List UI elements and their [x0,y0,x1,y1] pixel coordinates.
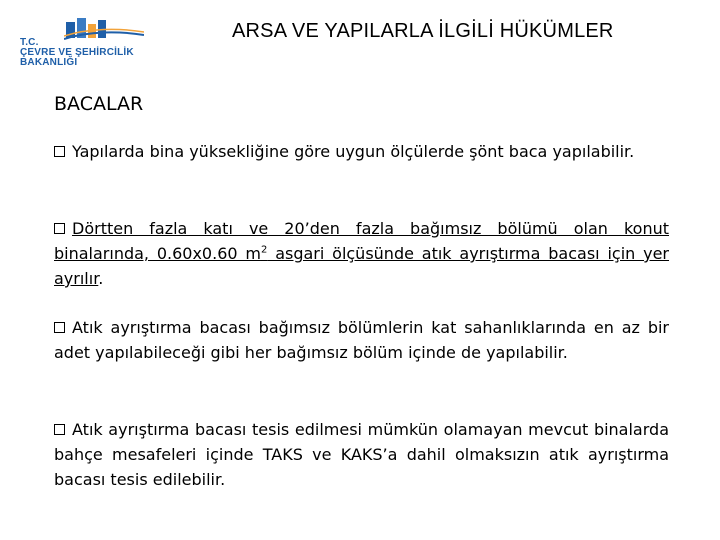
square-checkbox-icon [54,223,65,234]
bullet-text: Atık ayrıştırma bacası bağımsız bölümlerin kat sahanlıklarında en az bir adet yapılabileceği gibi her bağımsız bölüm içinde de yapılabilir. [54,318,669,362]
bullet-text: Atık ayrıştırma bacası tesis edilmesi mümkün olamayan mevcut binalarda bahçe mesafeleri içinde TAKS ve KAKS’a dahil olmaksızın atık ayrıştırma bacası tesis edilebilir. [54,420,669,489]
square-checkbox-icon [54,322,65,333]
logo-line-2: ÇEVRE VE ŞEHİRCİLİK [20,47,134,58]
bullet-text: Yapılarda bina yüksekliğine göre uygun ölçülerde şönt baca yapılabilir. [72,142,635,161]
bullet-text-underlined [54,219,669,288]
bullet-text-rest: asgari ölçüsünde atık ayrıştırma bacası için yer ayrılır [54,244,670,288]
list-item [54,417,669,492]
superscript: 2 [260,244,268,256]
ministry-logo [14,14,164,70]
section-title: BACALAR [54,93,144,115]
list-item [54,216,669,291]
page-title: ARSA VE YAPILARLA İLGİLİ HÜKÜMLER [232,20,614,42]
square-checkbox-icon [54,146,65,157]
logo-line-3: BAKANLIĞI [20,57,78,68]
bullet-text-end: . [98,269,104,288]
logo-text [20,38,134,68]
bullet-text-main: Dörtten fazla katı ve 20’den fazla bağımsız bölümü olan konut binalarında, 0.60x0.60 m [54,219,669,263]
logo-line-1: T.C. [20,37,39,48]
building-skyline-icon [64,14,144,40]
list-item [54,315,669,365]
square-checkbox-icon [54,424,65,435]
list-item [54,139,634,164]
